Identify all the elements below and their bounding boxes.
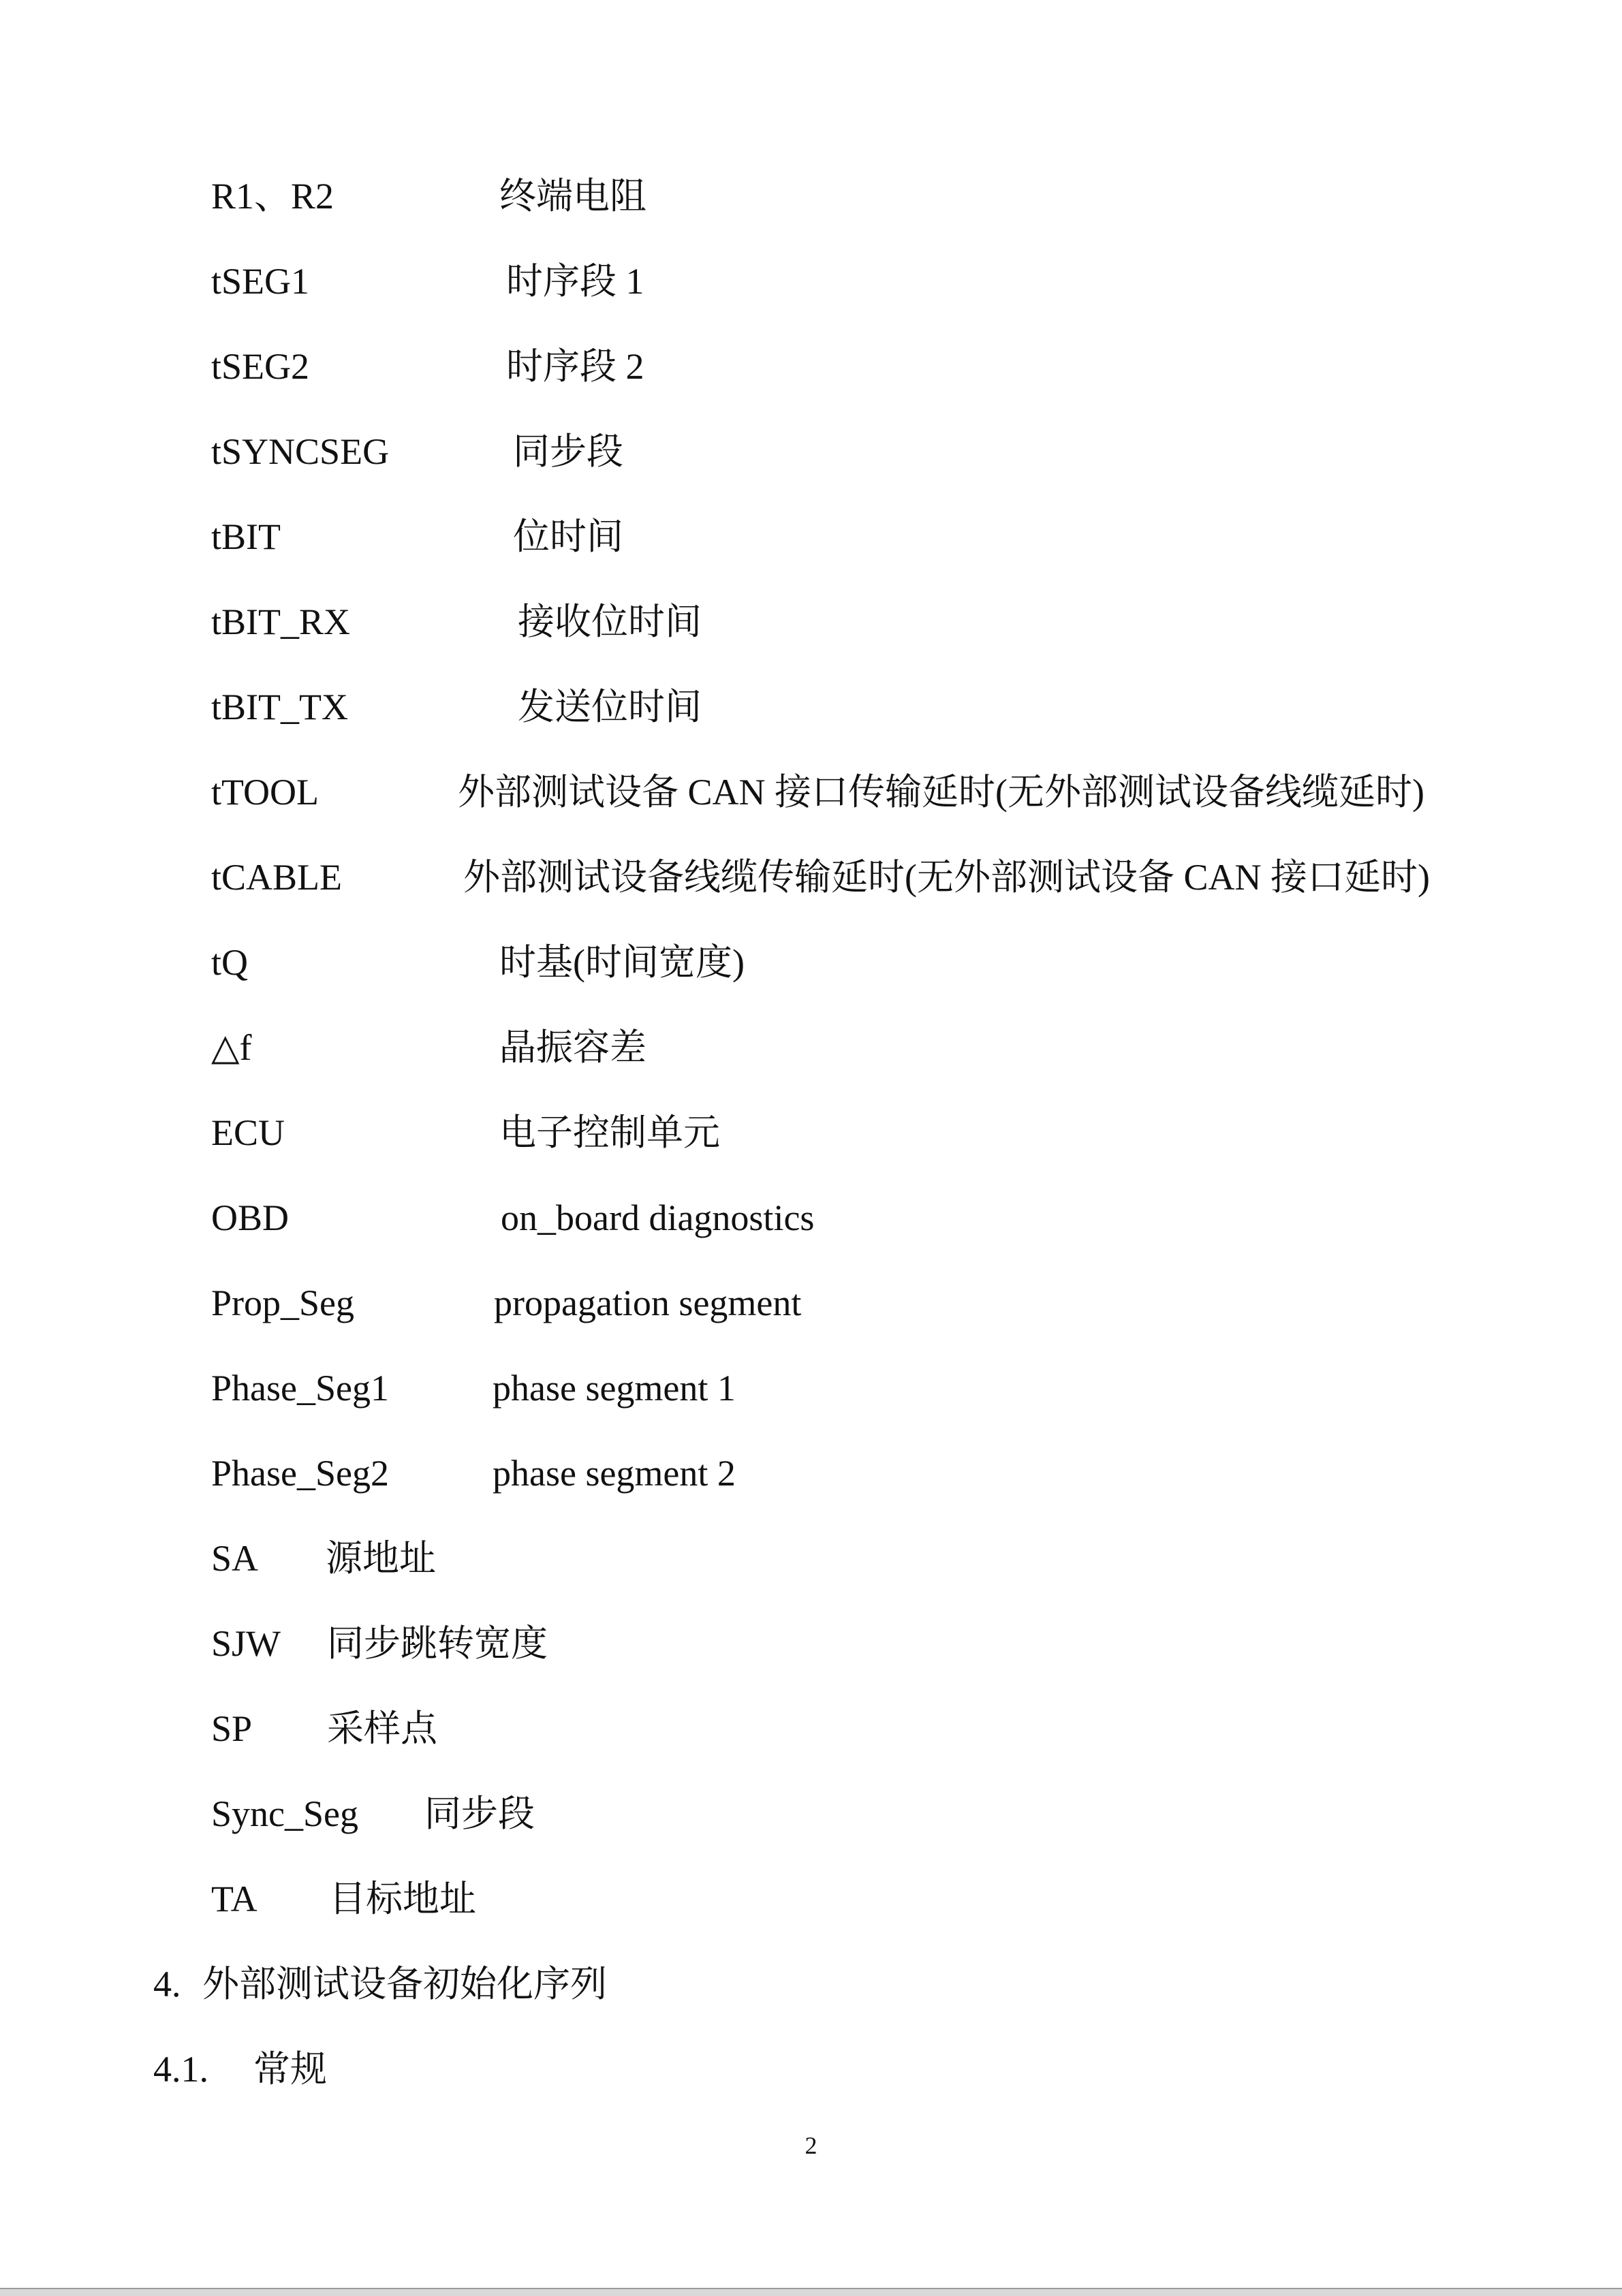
abbreviation-term: tBIT_TX: [211, 687, 348, 727]
abbreviation-term: TA: [211, 1878, 258, 1919]
abbreviation-description: 采样点: [327, 1708, 437, 1749]
abbreviation-term: tSYNCSEG: [211, 431, 390, 472]
section-number: 4.: [153, 1964, 181, 2004]
abbreviation-term: Phase_Seg1: [211, 1368, 389, 1409]
abbreviation-description: 外部测试设备 CAN 接口传输延时(无外部测试设备线缆延时): [458, 772, 1424, 813]
abbreviation-term: SP: [211, 1708, 253, 1749]
section-title: 外部测试设备初始化序列: [202, 1964, 607, 2004]
abbreviation-term: ECU: [211, 1112, 285, 1153]
abbreviation-description: 电子控制单元: [499, 1112, 720, 1153]
abbreviation-description: 目标地址: [329, 1878, 476, 1919]
abbreviation-term: tCABLE: [211, 857, 343, 898]
abbreviation-description: 源地址: [326, 1538, 436, 1579]
abbreviation-term: tTOOL: [211, 772, 319, 813]
abbreviation-term: OBD: [211, 1197, 290, 1238]
abbreviation-description: phase segment 1: [493, 1368, 736, 1409]
abbreviation-description: 外部测试设备线缆传输延时(无外部测试设备 CAN 接口延时): [463, 857, 1430, 898]
abbreviation-description: 晶振容差: [499, 1027, 646, 1068]
abbreviation-term: tBIT_RX: [211, 601, 351, 642]
page-bottom-edge: [0, 2288, 1622, 2296]
abbreviation-term: tSEG1: [211, 261, 310, 302]
abbreviation-term: SJW: [211, 1623, 281, 1664]
abbreviation-description: 同步段: [513, 431, 623, 472]
abbreviation-description: 位时间: [513, 516, 623, 557]
section-number: 4.1.: [153, 2049, 208, 2090]
abbreviation-description: on_board diagnostics: [501, 1197, 815, 1238]
abbreviation-description: 同步跳转宽度: [327, 1623, 548, 1664]
abbreviation-term: Sync_Seg: [211, 1793, 358, 1834]
abbreviation-description: 终端电阻: [499, 176, 646, 217]
abbreviation-description: phase segment 2: [493, 1453, 736, 1494]
abbreviation-description: propagation segment: [494, 1283, 802, 1323]
abbreviation-description: 时基(时间宽度): [499, 942, 745, 983]
abbreviation-term: tQ: [211, 942, 248, 983]
abbreviation-term: tBIT: [211, 516, 281, 557]
abbreviation-term: SA: [211, 1538, 259, 1579]
abbreviation-term: Prop_Seg: [211, 1283, 355, 1323]
abbreviation-term: Phase_Seg2: [211, 1453, 389, 1494]
abbreviation-description: 时序段 1: [506, 261, 644, 302]
abbreviation-term: tSEG2: [211, 346, 310, 387]
abbreviation-description: 接收位时间: [518, 601, 702, 642]
abbreviation-description: 发送位时间: [518, 687, 702, 727]
abbreviation-description: 同步段: [424, 1793, 535, 1834]
section-title: 常规: [253, 2049, 327, 2090]
abbreviation-term: R1、R2: [211, 176, 334, 217]
abbreviation-term: △f: [211, 1027, 252, 1068]
abbreviation-description: 时序段 2: [506, 346, 644, 387]
page-number: 2: [805, 2132, 817, 2159]
